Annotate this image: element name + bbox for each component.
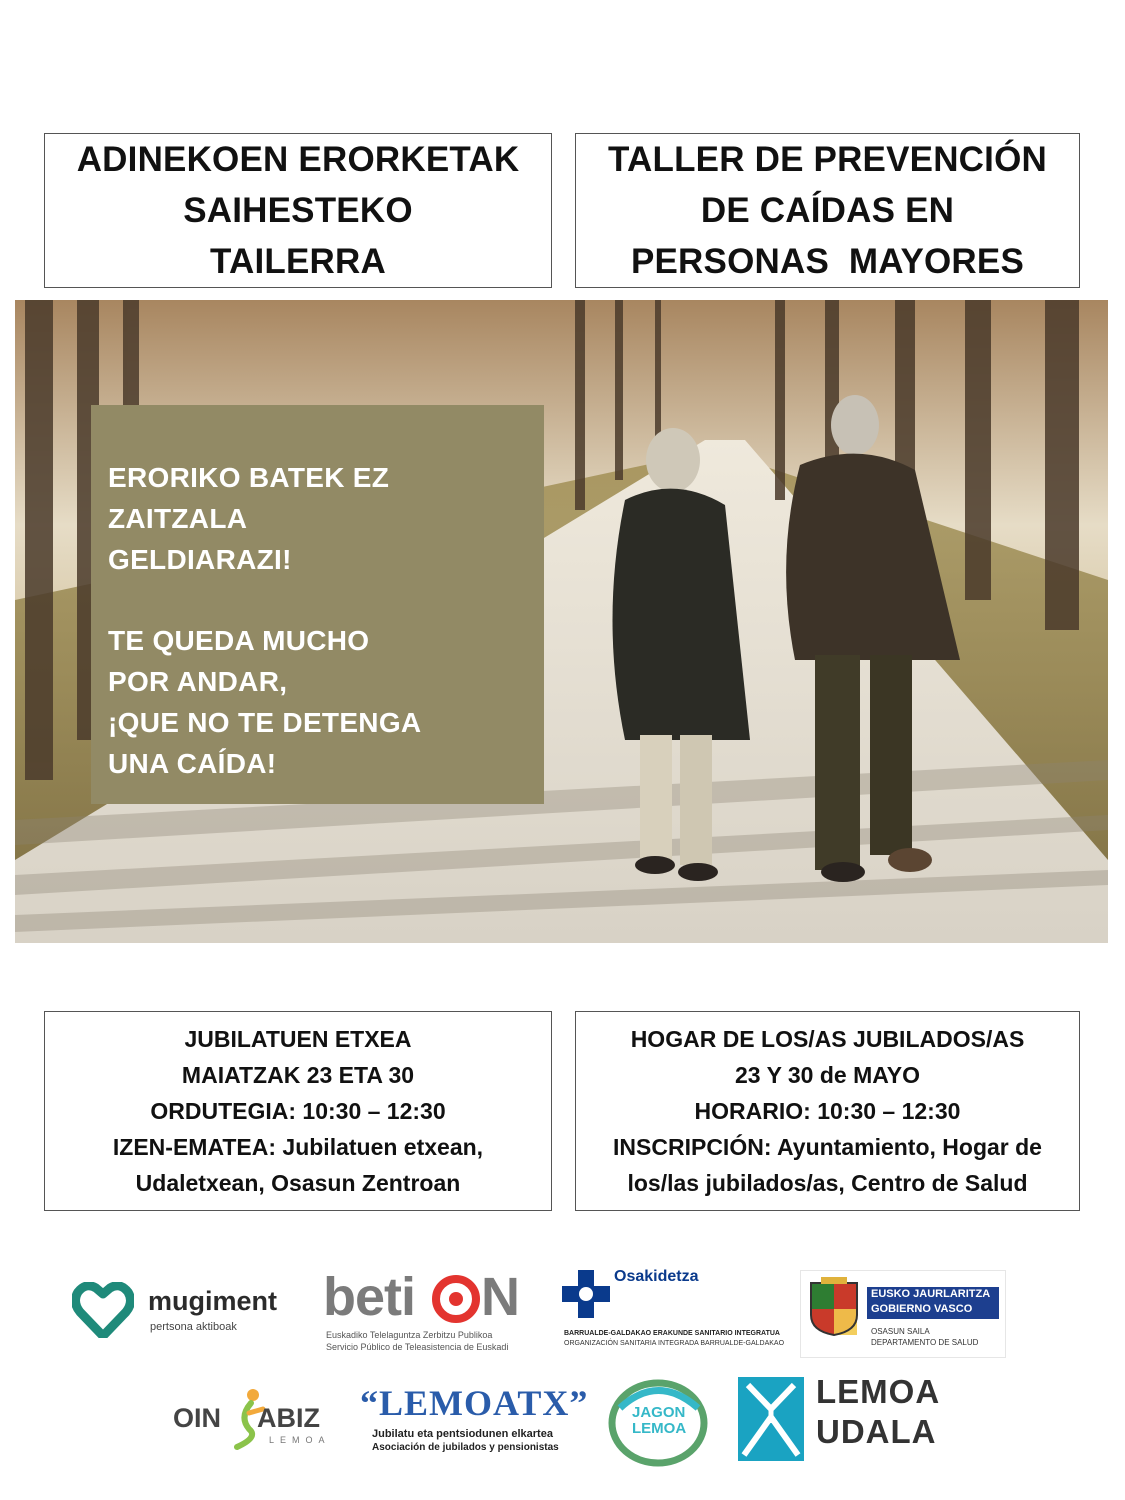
oingabiz-subtitle: LEMOA <box>269 1435 331 1445</box>
jagon-line2: LEMOA <box>632 1420 687 1437</box>
jagon-line1: JAGON <box>632 1404 686 1421</box>
betion-name-part2: N <box>481 1267 520 1327</box>
info-spanish-registration-line1: INSCRIPCIÓN: Ayuntamiento, Hogar de <box>613 1134 1042 1160</box>
title-basque-line2: SAIHESTEKO <box>183 191 413 230</box>
gobierno-line2: GOBIERNO VASCO <box>871 1303 973 1315</box>
slogan-spacer <box>108 580 528 620</box>
lemoa-emblem-icon <box>738 1377 804 1461</box>
betion-subtitle-es: Servicio Público de Teleasistencia de Euskadi <box>326 1342 509 1352</box>
gobierno-sub1: OSASUN SAILA <box>871 1327 930 1336</box>
info-basque-schedule: ORDUTEGIA: 10:30 – 12:30 <box>150 1098 446 1124</box>
lemoa-udala-logo <box>738 1375 953 1465</box>
osakidetza-subtitle-eu: BARRUALDE-GALDAKAO ERAKUNDE SANITARIO INTEGRATUA <box>564 1330 780 1337</box>
title-basque-line3: TAILERRA <box>210 242 386 281</box>
lemoatx-subtitle-eu: Jubilatu eta pentsiodunen elkartea <box>372 1428 553 1440</box>
slogan-spanish-line1: TE QUEDA MUCHO <box>108 625 370 656</box>
info-spanish-dates: 23 Y 30 de MAYO <box>735 1062 920 1088</box>
slogan-basque-line1: ERORIKO BATEK EZ ZAITZALA <box>108 462 390 534</box>
info-spanish-registration-line2: los/las jubilados/as, Centro de Salud <box>627 1170 1028 1196</box>
title-spanish-box <box>575 133 1080 288</box>
info-spanish-schedule: HORARIO: 10:30 – 12:30 <box>694 1098 961 1124</box>
betion-logo <box>323 1268 528 1356</box>
basque-coat-of-arms-icon <box>807 1277 861 1337</box>
betion-power-icon <box>431 1274 481 1324</box>
mugiment-logo <box>72 1280 292 1340</box>
info-spanish-venue: HOGAR DE LOS/AS JUBILADOS/AS <box>630 1026 1025 1052</box>
lemoatx-name: “LEMOATX” <box>360 1383 589 1423</box>
lemoa-udala-line1: LEMOA <box>816 1373 941 1410</box>
osakidetza-subtitle-es: ORGANIZACIÓN SANITARIA INTEGRADA BARRUALDE-GALDAKAO <box>564 1340 785 1347</box>
osakidetza-name: Osakidetza <box>614 1268 699 1285</box>
info-basque-venue: JUBILATUEN ETXEA <box>184 1026 412 1052</box>
oingabiz-name-part1: OIN <box>173 1403 222 1433</box>
slogan-basque-line2: GELDIARAZI! <box>108 544 292 575</box>
slogan-spanish-line4: UNA CAÍDA! <box>108 748 277 779</box>
mugiment-heart-icon <box>72 1282 134 1338</box>
jagon-lemoa-logo <box>606 1378 710 1468</box>
oingabiz-logo <box>173 1385 333 1460</box>
slogan-spanish-line3: ¡QUE NO TE DETENGA <box>108 707 422 738</box>
title-basque-box <box>44 133 552 288</box>
gobierno-line1: EUSKO JAURLARITZA <box>871 1288 991 1300</box>
slogan-box <box>91 405 544 804</box>
lemoa-udala-line2: UDALA <box>816 1413 937 1450</box>
info-spanish-box <box>575 1011 1080 1211</box>
info-basque-dates: MAIATZAK 23 ETA 30 <box>181 1062 415 1088</box>
title-spanish-line3: PERSONAS MAYORES <box>630 242 1025 281</box>
gobierno-sub2: DEPARTAMENTO DE SALUD <box>871 1338 979 1347</box>
betion-name-part1: beti <box>323 1267 416 1327</box>
mugiment-name: mugiment <box>148 1286 278 1316</box>
title-spanish-line1: TALLER DE PREVENCIÓN <box>608 140 1047 179</box>
lemoatx-logo <box>358 1382 589 1462</box>
slogan-spanish-line2: POR ANDAR, <box>108 666 288 697</box>
osakidetza-logo <box>562 1268 785 1353</box>
title-spanish-line2: DE CAÍDAS EN <box>700 191 955 230</box>
betion-subtitle-eu: Euskadiko Telelaguntza Zerbitzu Publikoa <box>326 1330 493 1340</box>
oingabiz-name-part2: ABIZ <box>257 1403 320 1433</box>
lemoatx-subtitle-es: Asociación de jubilados y pensionistas <box>372 1442 559 1453</box>
info-basque-box <box>44 1011 552 1211</box>
info-basque-registration-line1: IZEN-EMATEA: Jubilatuen etxean, <box>112 1134 484 1160</box>
gobierno-vasco-logo <box>800 1270 1006 1358</box>
mugiment-tagline: pertsona aktiboak <box>150 1321 237 1333</box>
info-basque-registration-line2: Udaletxean, Osasun Zentroan <box>135 1170 461 1196</box>
osakidetza-cross-icon <box>562 1270 610 1318</box>
title-basque-line1: ADINEKOEN ERORKETAK <box>76 140 520 179</box>
